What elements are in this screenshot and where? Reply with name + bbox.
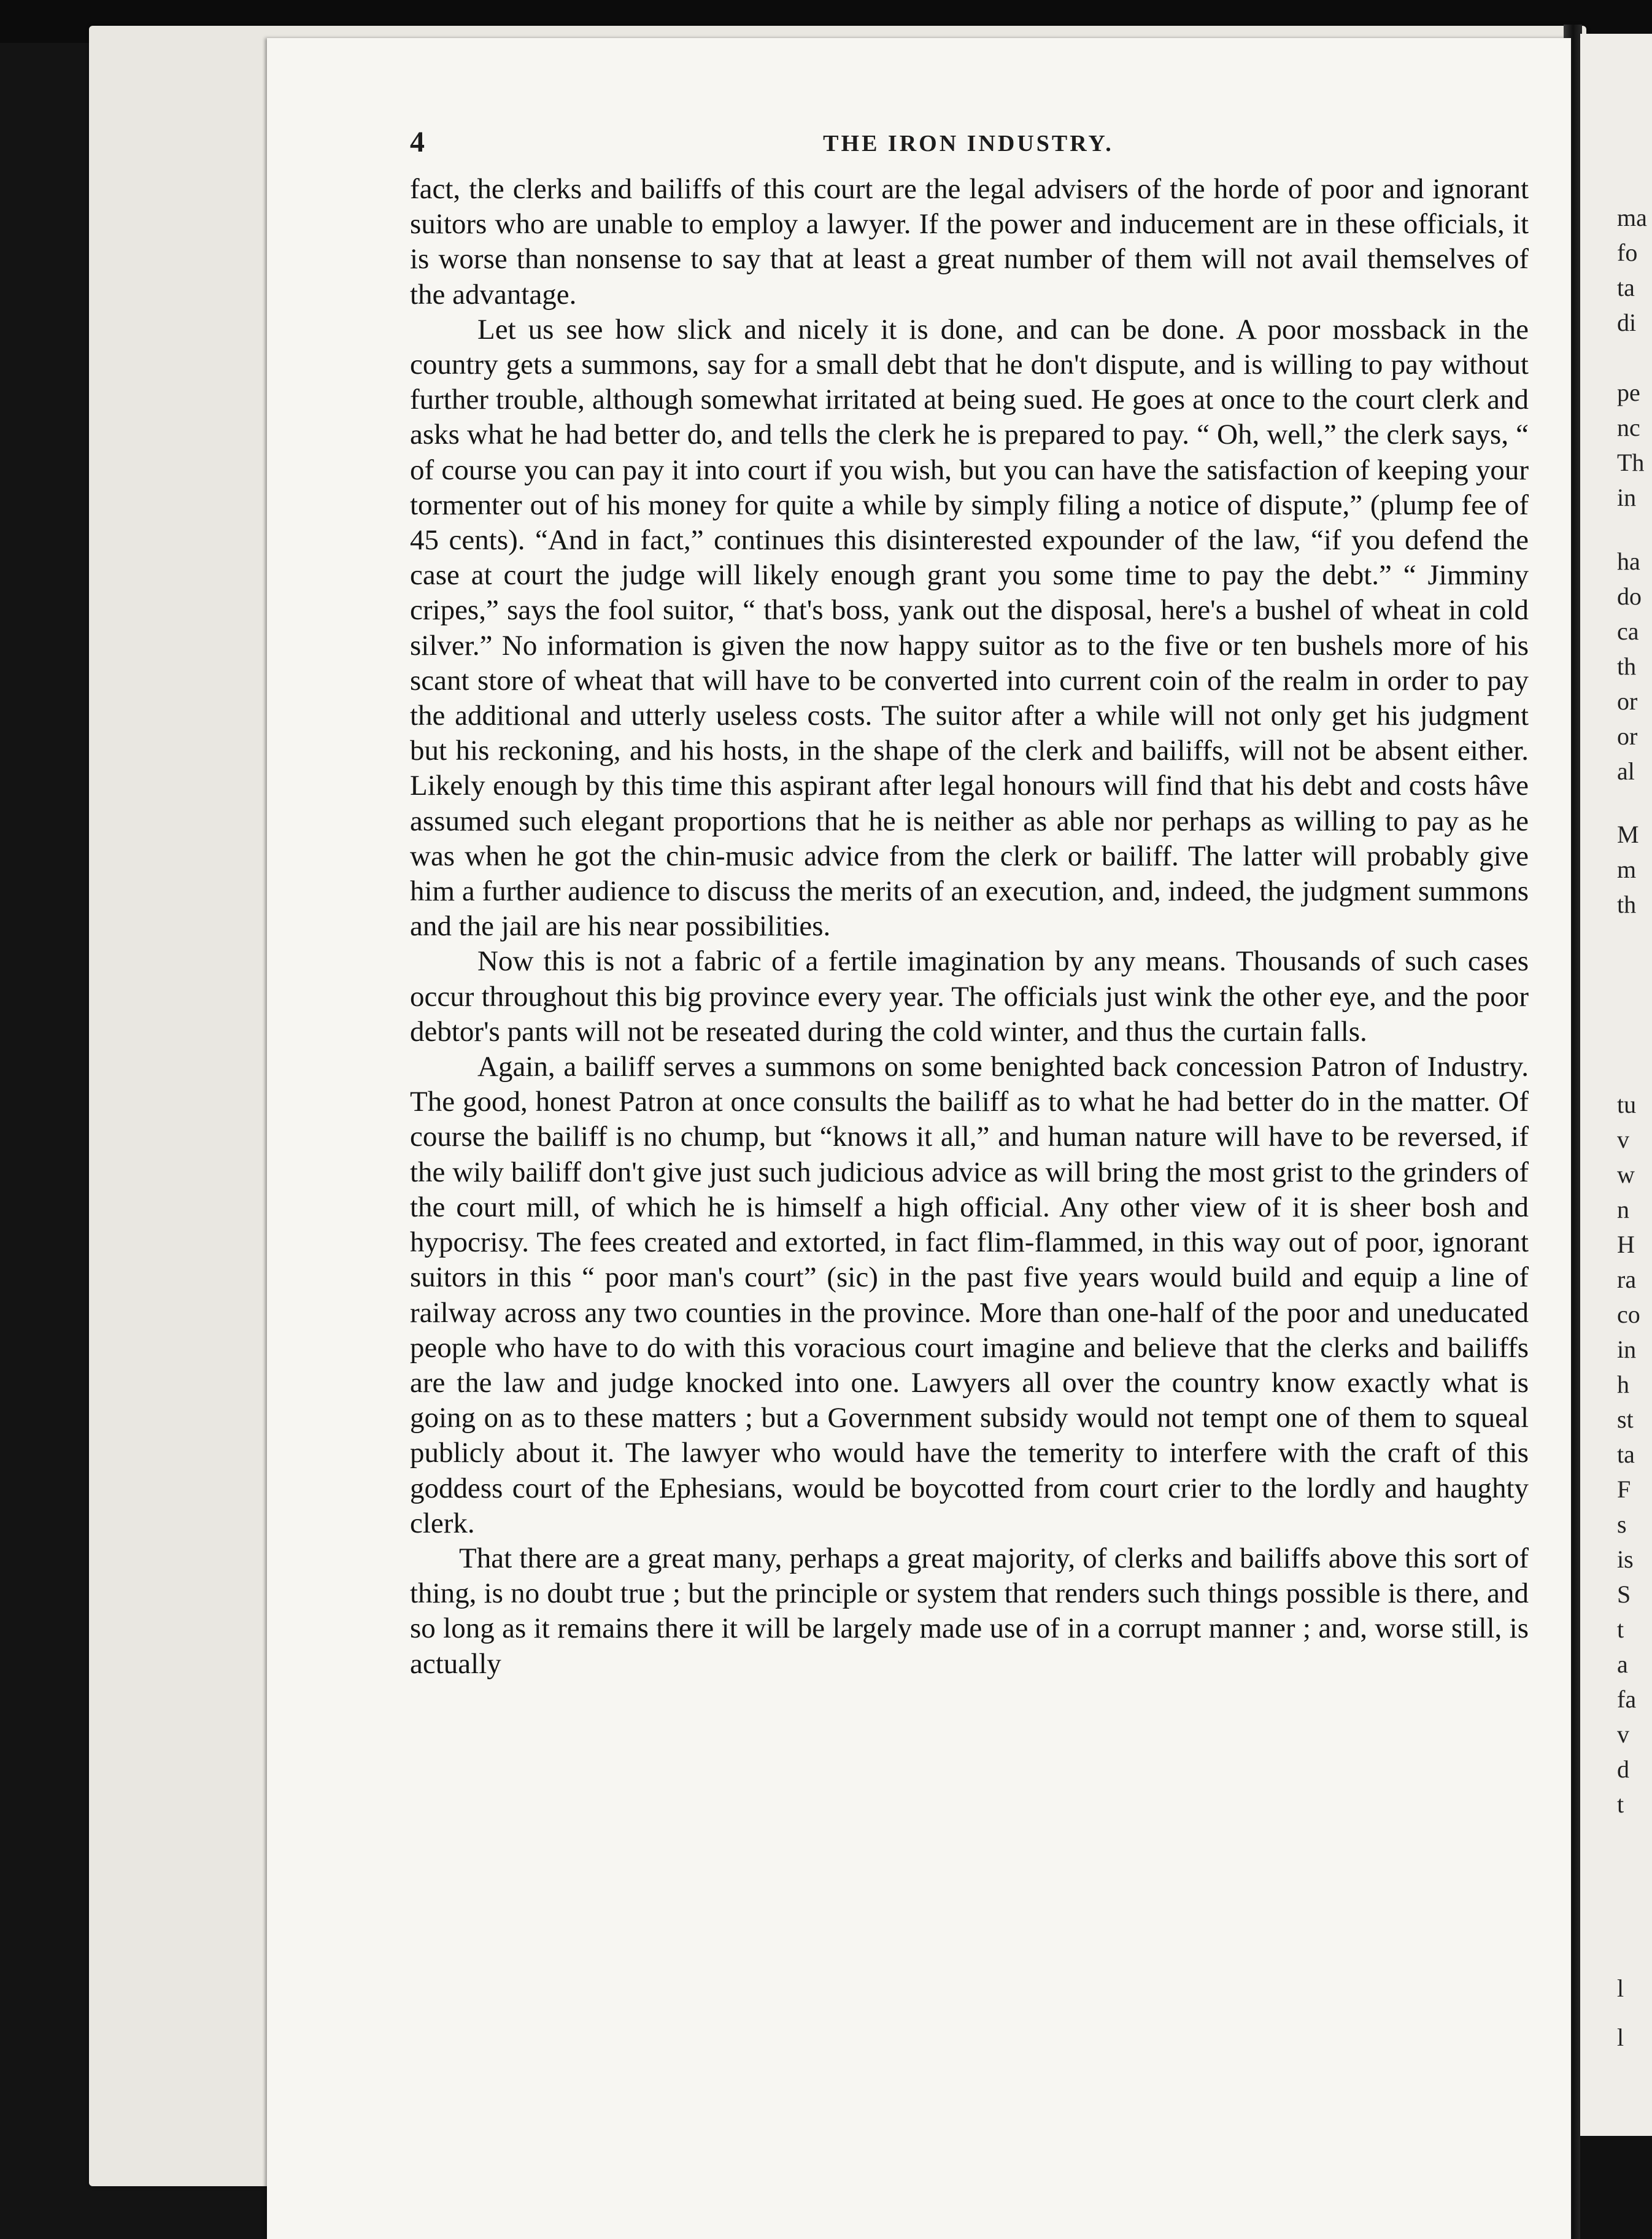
adjacent-page-fragment: pe (1617, 379, 1640, 406)
adjacent-page-fragment: S (1617, 1580, 1631, 1608)
paragraph: That there are a great many, perhaps a great majority, of clerks and bailiffs above this sort of thing, is no doubt true ; but the principle or system that renders such things possible is there, and so long as it remains there it will be largely made use of in a corrupt manner ; and, worse still, is actually (410, 1542, 1529, 1680)
adjacent-page-fragment: ta (1617, 274, 1635, 301)
adjacent-page-fragment: th (1617, 891, 1637, 918)
adjacent-page-fragment: H (1617, 1231, 1635, 1258)
adjacent-page-fragment: st (1617, 1406, 1634, 1433)
adjacent-page-fragment: di (1617, 309, 1637, 336)
paragraph: Again, a bailiff serves a summons on some benighted back concession Patron of Industry. The good, honest Patron at once consults the bailiff as to what he had better do in the matter. Of course the bailiff is no chump, but “knows it all,” and human nature will have to be reversed, if the wily bailiff don't give just such judicious advice as will bring the most grist to the grinders of the court mill, of which he is himself a high official. Any other view of it is sheer bosh and hypocrisy. The fees created and extorted, in fact flim-flammed, in this way out of poor, ignorant suitors in this “ poor man's court” (sic) in the past five years would build and equip a line of railway across any two counties in the province. More than one-half of the poor and uneducated people who have to do with this voracious court imagine and believe that the clerks and bailiffs are the law and judge knocked into one. Lawyers all over the country know exactly what is going on as to these matters ; but a Government subsidy would not tempt one of them to squeal publicly about it. The lawyer who would have the temerity to interfere with the craft of this goddess court of the Ephesians, would be boycotted from court crier to the lordly and haughty clerk. (410, 1051, 1529, 1539)
adjacent-page-fragment: th (1617, 652, 1637, 680)
adjacent-page-fragment: s (1617, 1510, 1627, 1538)
paragraph: Let us see how slick and nicely it is done, and can be done. A poor mossback in the country gets a summons, say for a small debt that he don't dispute, and is willing to pay without further trouble, although somewhat irritated at being sued. He goes at once to the court clerk and asks what he had better do, and tells the clerk he is prepared to pay. “ Oh, well,” the clerk says, “ of course you can pay it into court if you wish, but you can have the satisfaction of keeping your tormenter out of his money for quite a while by simply filing a notice of dispute,” (plump fee of 45 cents). “And in fact,” continues this disinterested expounder of the law, “if you defend the case at court the judge will likely enough grant you some time to pay the debt.” “ Jimminy cripes,” says the fool suitor, “ that's boss, yank out the disposal, here's a bushel of wheat in cold silver.” No information is given the now happy suitor as to the five or ten bushels more of his scant store of wheat that will have to be converted into current coin of the realm in order to pay the additional and utterly useless costs. The suitor after a while will not only get his judgment but his reckoning, and his hosts, in the shape of the clerk and bailiffs, will not be absent either. Likely enough by this time this aspirant after legal honours will find that his debt and costs hâve assumed such elegant proportions that he is neither as able nor perhaps as willing to pay as he was when he got the chin-music advice from the clerk or bailiff. The latter will probably give him a further audience to discuss the merits of an execution, and, indeed, the judgment summons and the jail are his near possibilities. (410, 313, 1529, 943)
adjacent-page-fragment: v (1617, 1126, 1629, 1153)
document-page (267, 38, 1571, 2239)
running-head: THE IRON INDUSTRY. (823, 131, 1114, 157)
adjacent-page-fragment: nc (1617, 414, 1640, 441)
adjacent-page-fragment: in (1617, 1336, 1637, 1363)
adjacent-page-fragment: or (1617, 722, 1638, 750)
adjacent-page-fragment: ra (1617, 1266, 1637, 1293)
adjacent-page-fragment: ca (1617, 617, 1639, 645)
adjacent-page-fragment: fo (1617, 239, 1638, 266)
adjacent-page-fragment: in (1617, 484, 1637, 511)
adjacent-page-fragment: fa (1617, 1685, 1637, 1713)
adjacent-page-fragment: Th (1617, 449, 1645, 476)
adjacent-page-fragment: d (1617, 1755, 1629, 1783)
adjacent-page-fragment: do (1617, 582, 1642, 610)
adjacent-page-fragment: al (1617, 757, 1635, 785)
adjacent-page-fragment: m (1617, 856, 1637, 883)
adjacent-page-fragment: tu (1617, 1091, 1637, 1118)
paragraph: fact, the clerks and bailiffs of this court are the legal advisers of the horde of poor and ignorant suitors who are unable to employ a lawyer. If the power and inducement are in these officials, it is worse than nonsense to say that at least a great number of them will not avail themselves of the advantage. (410, 173, 1529, 311)
adjacent-page-fragment: t (1617, 1615, 1624, 1643)
adjacent-page (1580, 34, 1652, 2139)
paragraph: Now this is not a fabric of a fertile imagination by any means. Thousands of such cases occur throughout this big province every year. The officials just wink the other eye, and the poor debtor's pants will not be reseated during the cold winter, and thus the curtain falls. (410, 945, 1529, 1048)
adjacent-page-fragment: v (1617, 1720, 1629, 1748)
adjacent-page-fragment: a (1617, 1650, 1628, 1678)
article-body (410, 172, 1529, 1682)
adjacent-page-fragment: l (1617, 1974, 1624, 2002)
adjacent-page-fragment: or (1617, 687, 1638, 715)
adjacent-page-fragment: ma (1617, 204, 1647, 231)
adjacent-page-fragment: co (1617, 1301, 1640, 1328)
adjacent-page-fragment: w (1617, 1161, 1635, 1188)
adjacent-page-fragment: h (1617, 1371, 1629, 1398)
adjacent-page-fragment: ta (1617, 1440, 1635, 1468)
adjacent-page-fragment: n (1617, 1196, 1629, 1223)
page-header (410, 125, 1527, 162)
scanner-bottom-edge (1580, 2136, 1652, 2239)
adjacent-page-fragment: M (1617, 821, 1639, 848)
adjacent-page-fragment: F (1617, 1475, 1631, 1503)
adjacent-page-fragment: is (1617, 1545, 1634, 1573)
adjacent-page-fragment: ha (1617, 547, 1640, 575)
adjacent-page-fragment: t (1617, 1790, 1624, 1818)
page-number: 4 (410, 126, 425, 158)
adjacent-page-fragment: l (1617, 2024, 1624, 2051)
